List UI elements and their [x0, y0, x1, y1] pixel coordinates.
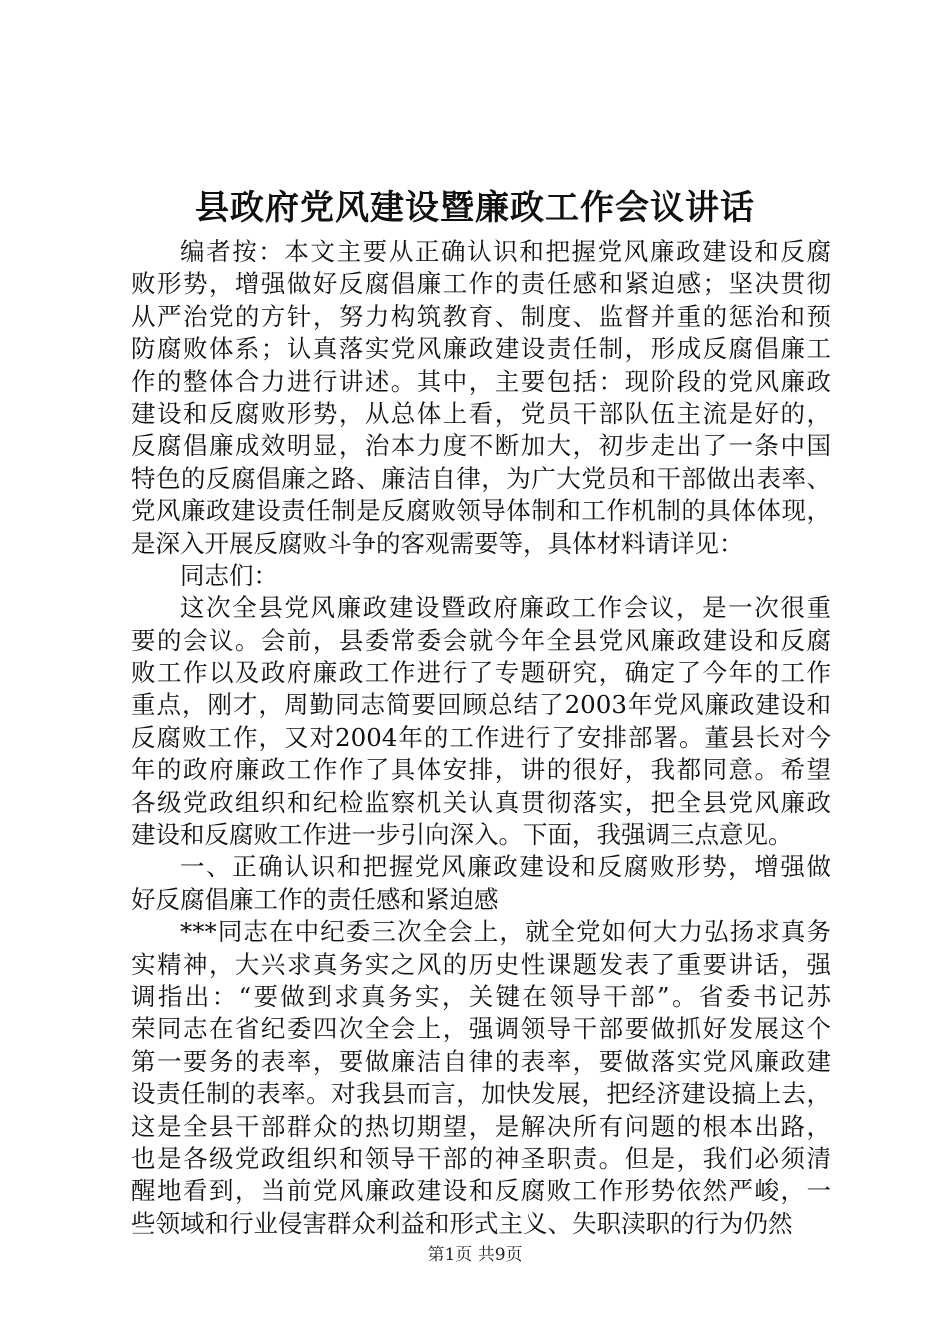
text-line: 也是各级党政组织和领导干部的神圣职责。但是，我们必须清 — [131, 1143, 831, 1173]
section-1-paragraph — [131, 916, 831, 1240]
section-heading-1 — [131, 851, 831, 916]
text-line: 反腐倡廉成效明显，治本力度不断加大，初步走出了一条中国 — [131, 431, 831, 461]
text-line: 实精神，大兴求真务实之风的历史性课题发表了重要讲话，强 — [131, 949, 831, 979]
text-line: 好反腐倡廉工作的责任感和紧迫感 — [131, 884, 499, 914]
text-line: 第一要务的表率，要做廉洁自律的表率，要做落实党风廉政建 — [131, 1046, 831, 1076]
text-line: 这次全县党风廉政建设暨政府廉政工作会议，是一次很重 — [180, 593, 831, 623]
text-line: 这是全县干部群众的热切期望，是解决所有问题的根本出路， — [131, 1111, 831, 1141]
text-line: 党风廉政建设责任制是反腐败领导体制和工作机制的具体体现， — [131, 496, 831, 526]
text-line: 特色的反腐倡廉之路、廉洁自律，为广大党员和干部做出表率、 — [131, 463, 831, 493]
text-line: 作的整体合力进行讲述。其中，主要包括：现阶段的党风廉政 — [131, 366, 831, 396]
text-line: 建设和反腐败形势，从总体上看，党员干部队伍主流是好的， — [131, 398, 831, 428]
text-line: 同志们： — [180, 560, 278, 590]
text-line: 些领域和行业侵害群众利益和形式主义、失职渎职的行为仍然 — [131, 1208, 793, 1238]
text-line: 调指出：“要做到求真务实，关键在领导干部”。省委书记苏 — [131, 981, 831, 1011]
text-line: 从严治党的方针，努力构筑教育、制度、监督并重的惩治和预 — [131, 301, 831, 331]
text-line: 年的政府廉政工作作了具体安排，讲的很好，我都同意。希望 — [131, 755, 831, 785]
text-line: 各级党政组织和纪检监察机关认真贯彻落实，把全县党风廉政 — [131, 787, 831, 817]
text-line: 重点，刚才，周勤同志简要回顾总结了2003年党风廉政建设和 — [131, 690, 831, 720]
text-line: 防腐败体系；认真落实党风廉政建设责任制，形成反腐倡廉工 — [131, 334, 831, 364]
text-line: 建设和反腐败工作进一步引向深入。下面，我强调三点意见。 — [131, 820, 793, 850]
editor-note — [131, 236, 831, 560]
page-title: 县政府党风建设暨廉政工作会议讲话 — [195, 188, 755, 228]
text-line: 败形势，增强做好反腐倡廉工作的责任感和紧迫感；坚决贯彻 — [131, 269, 831, 299]
text-line: 是深入开展反腐败斗争的客观需要等，具体材料请详见： — [131, 528, 744, 558]
text-line: 编者按：本文主要从正确认识和把握党风廉政建设和反腐 — [180, 237, 831, 266]
text-line: 设责任制的表率。对我县而言，加快发展，把经济建设搞上去， — [131, 1079, 831, 1109]
text-line: 败工作以及政府廉政工作进行了专题研究，确定了今年的工作 — [131, 658, 831, 688]
text-line: 醒地看到，当前党风廉政建设和反腐败工作形势依然严峻，一 — [131, 1176, 831, 1206]
text-line: 一、正确认识和把握党风廉政建设和反腐败形势，增强做 — [180, 852, 831, 882]
salutation — [131, 560, 831, 592]
text-line: 要的会议。会前，县委常委会就今年全县党风廉政建设和反腐 — [131, 625, 831, 655]
text-line: 荣同志在省纪委四次全会上，强调领导干部要做抓好发展这个 — [131, 1014, 831, 1044]
page-footer: 第1页 共9页 — [427, 1245, 523, 1265]
opening-paragraph — [131, 592, 831, 851]
text-line: 反腐败工作，又对2004年的工作进行了安排部署。董县长对今 — [131, 722, 831, 752]
text-line: ***同志在中纪委三次全会上，就全党如何大力弘扬求真务 — [180, 917, 831, 947]
document-body — [131, 236, 831, 1240]
